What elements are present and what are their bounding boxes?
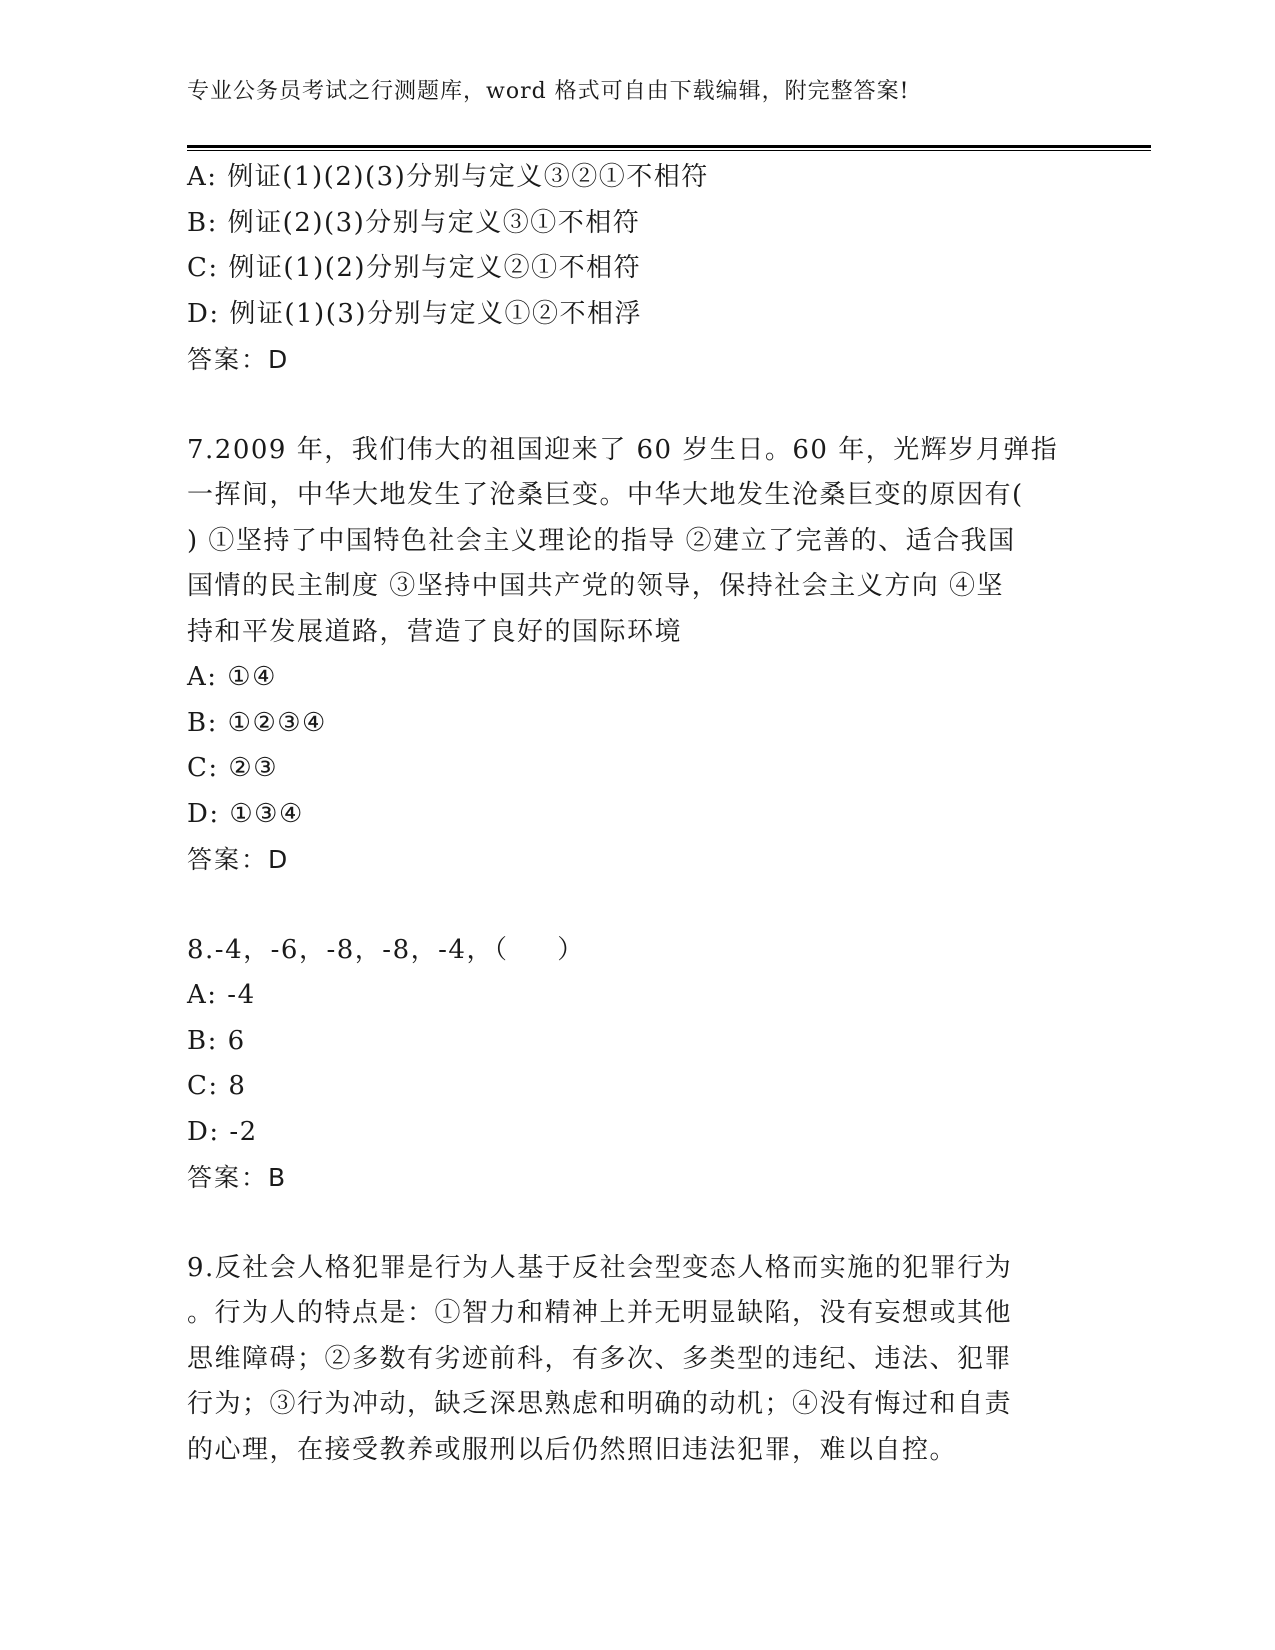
question-7 <box>187 428 1067 883</box>
question-9 <box>187 1246 1067 1474</box>
q7-stem-line-1: 7.2009 年，我们伟大的祖国迎来了 60 岁生日。60 年，光辉岁月弹指 <box>187 434 1059 465</box>
q8-option-b: B: 6 <box>187 1025 246 1056</box>
document-body <box>187 155 1067 1473</box>
q8-option-a: A: -4 <box>187 980 256 1010</box>
q7-option-c: C: ②③ <box>187 753 279 783</box>
q6-option-d: D: 例证(1)(3)分别与定义①②不相浮 <box>187 298 643 329</box>
question-8 <box>187 928 1067 1201</box>
q7-stem-line-5: 持和平发展道路，营造了良好的国际环境 <box>187 616 683 647</box>
q6-option-a: A: 例证(1)(2)(3)分别与定义③②①不相符 <box>187 162 709 192</box>
q7-option-d: D: ①③④ <box>187 798 304 829</box>
q7-stem-line-4: 国情的民主制度 ③坚持中国共产党的领导，保持社会主义方向 ④坚 <box>187 571 1005 601</box>
q6-answer: 答案：D <box>187 345 290 374</box>
q9-stem-line-3: 思维障碍；②多数有劣迹前科，有多次、多类型的违纪、违法、犯罪 <box>187 1343 1013 1374</box>
q8-answer: 答案：B <box>187 1163 288 1192</box>
header-rule-thick <box>187 145 1151 148</box>
question-6 <box>187 155 1067 383</box>
q8-option-c: C: 8 <box>187 1071 247 1101</box>
q7-option-b: B: ①②③④ <box>187 707 327 738</box>
q7-option-a: A: ①④ <box>187 662 277 692</box>
header-rule-thin <box>187 150 1151 151</box>
q9-stem-line-5: 的心理，在接受教养或服刑以后仍然照旧违法犯罪，难以自控。 <box>187 1434 958 1465</box>
q7-stem-line-2: 一挥间，中华大地发生了沧桑巨变。中华大地发生沧桑巨变的原因有( <box>187 480 1024 510</box>
q7-stem-line-3: ) ①坚持了中国特色社会主义理论的指导 ②建立了完善的、适合我国 <box>187 525 1016 556</box>
q7-answer: 答案：D <box>187 845 290 874</box>
q9-stem-line-1: 9.反社会人格犯罪是行为人基于反社会型变态人格而实施的犯罪行为 <box>187 1252 1013 1283</box>
q8-stem-line-1: 8.-4，-6，-8，-8，-4，（ ） <box>187 934 585 965</box>
q6-option-c: C: 例证(1)(2)分别与定义②①不相符 <box>187 253 642 283</box>
q6-option-b: B: 例证(2)(3)分别与定义③①不相符 <box>187 207 641 238</box>
q8-option-d: D: -2 <box>187 1116 258 1147</box>
page-header: 专业公务员考试之行测题库，word 格式可自由下载编辑，附完整答案! <box>187 79 910 104</box>
q9-stem-line-4: 行为；③行为冲动，缺乏深思熟虑和明确的动机；④没有悔过和自责 <box>187 1389 1013 1419</box>
q9-stem-line-2: 。行为人的特点是：①智力和精神上并无明显缺陷，没有妄想或其他 <box>187 1298 1013 1328</box>
